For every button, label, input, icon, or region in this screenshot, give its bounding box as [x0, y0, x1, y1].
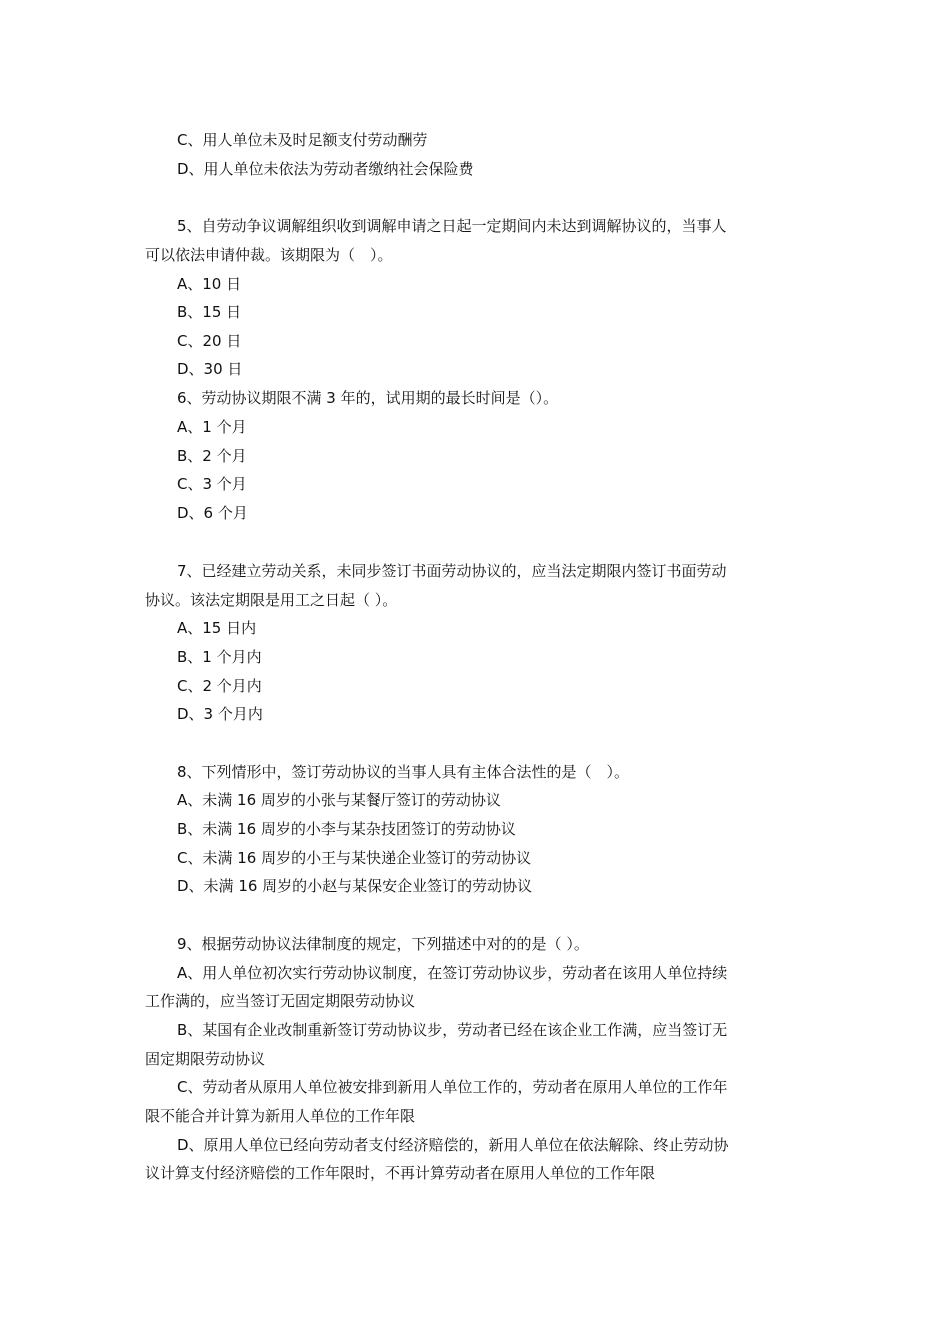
question-9-option-d-line-2: 议计算支付经济赔偿的工作年限时，不再计算劳动者在原用人单位的工作年限 [145, 1164, 656, 1182]
question-9-option-c-line-1: C、劳动者从原用人单位被安排到新用人单位工作的，劳动者在原用人单位的工作年 [177, 1078, 728, 1096]
question-5-line-2: 可以依法申请仲裁。该期限为（ ）。 [145, 246, 393, 264]
option-d-prev: D、用人单位未依法为劳动者缴纳社会保险费 [177, 160, 474, 178]
question-7-option-c: C、2 个月内 [177, 677, 262, 695]
question-7-option-b: B、1 个月内 [177, 648, 262, 666]
question-7-option-d: D、3 个月内 [177, 705, 263, 723]
question-8: 8、下列情形中，签订劳动协议的当事人具有主体合法性的是（ ）。 [177, 763, 630, 781]
question-7-line-1: 7、已经建立劳动关系，未同步签订书面劳动协议的，应当法定期限内签订书面劳动 [177, 562, 727, 580]
question-8-option-b: B、未满 16 周岁的小李与某杂技团签订的劳动协议 [177, 820, 516, 838]
question-6-option-c: C、3 个月 [177, 475, 247, 493]
question-5-line-1: 5、自劳动争议调解组织收到调解申请之日起一定期间内未达到调解协议的，当事人 [177, 217, 727, 235]
question-9-option-c-line-2: 限不能合并计算为新用人单位的工作年限 [145, 1107, 416, 1125]
question-6: 6、劳动协议期限不满 3 年的，试用期的最长时间是（）。 [177, 389, 559, 407]
question-7-line-2: 协议。该法定期限是用工之日起（ ）。 [145, 591, 398, 609]
question-6-option-b: B、2 个月 [177, 447, 247, 465]
question-8-option-d: D、未满 16 周岁的小赵与某保安企业签订的劳动协议 [177, 877, 533, 895]
question-5-option-d: D、30 日 [177, 360, 243, 378]
question-9: 9、根据劳动协议法律制度的规定，下列描述中对的的是（ ）。 [177, 935, 589, 953]
question-5-option-c: C、20 日 [177, 332, 242, 350]
question-6-option-d: D、6 个月 [177, 504, 248, 522]
question-7-option-a: A、15 日内 [177, 619, 257, 637]
question-9-option-b-line-2: 固定期限劳动协议 [145, 1050, 266, 1068]
question-5-option-a: A、10 日 [177, 275, 242, 293]
question-9-option-a-line-1: A、用人单位初次实行劳动协议制度，在签订劳动协议步，劳动者在该用人单位持续 [177, 964, 728, 982]
option-c-prev: C、用人单位未及时足额支付劳动酬劳 [177, 131, 428, 149]
question-9-option-d-line-1: D、原用人单位已经向劳动者支付经济赔偿的，新用人单位在依法解除、终止劳动协 [177, 1136, 729, 1154]
question-8-option-a: A、未满 16 周岁的小张与某餐厅签订的劳动协议 [177, 791, 501, 809]
question-9-option-b-line-1: B、某国有企业改制重新签订劳动协议步，劳动者已经在该企业工作满，应当签订无 [177, 1021, 728, 1039]
question-9-option-a-line-2: 工作满的，应当签订无固定期限劳动协议 [145, 992, 416, 1010]
question-8-option-c: C、未满 16 周岁的小王与某快递企业签订的劳动协议 [177, 849, 532, 867]
question-5-option-b: B、15 日 [177, 303, 242, 321]
question-6-option-a: A、1 个月 [177, 418, 247, 436]
